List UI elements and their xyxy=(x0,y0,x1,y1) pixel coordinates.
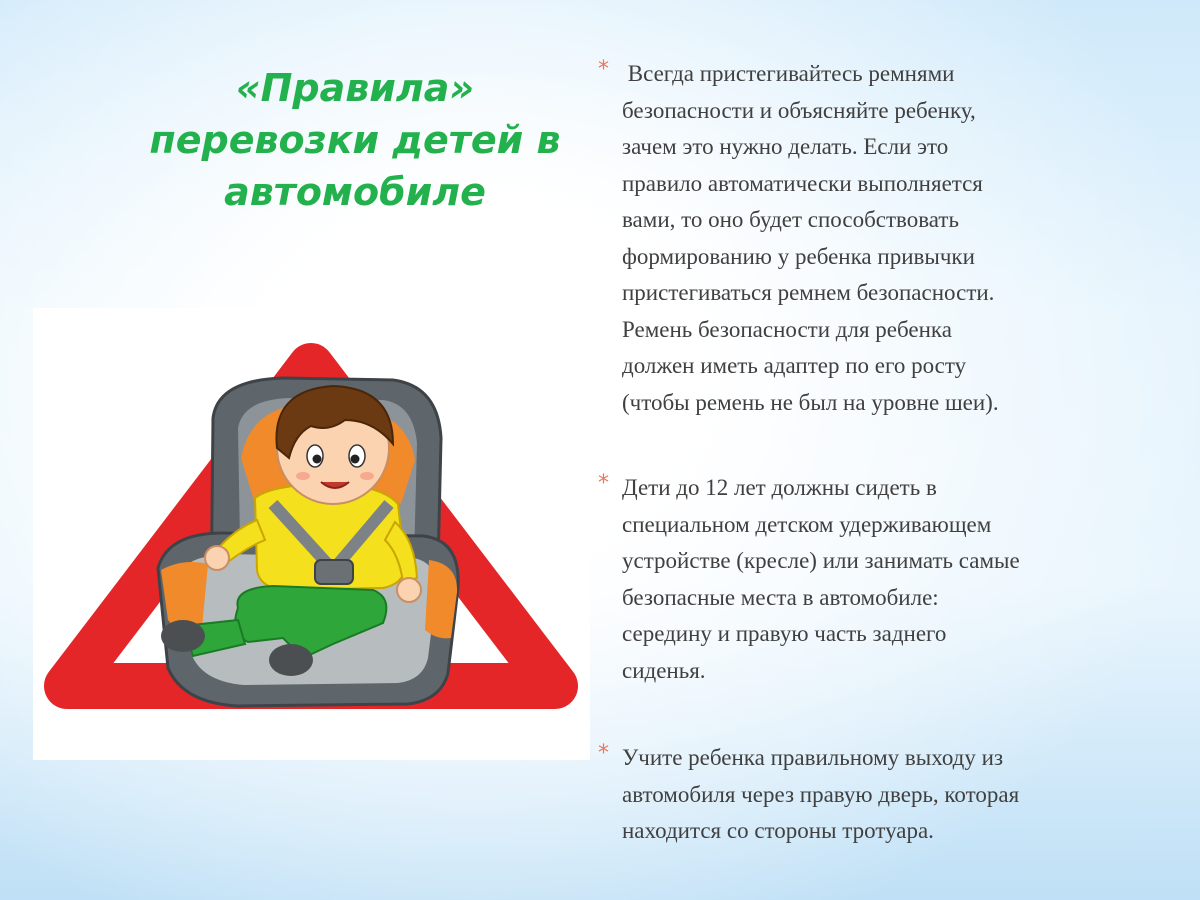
rule-2-line-4: безопасные места в автомобиле: xyxy=(622,584,939,610)
child-in-car-seat-warning-triangle-icon xyxy=(33,308,590,760)
rule-1-line-8: Ремень безопасности для ребенка xyxy=(622,316,952,342)
slide-title xyxy=(130,62,580,218)
rule-1-line-2: безопасности и объясняйте ребенку, xyxy=(622,97,976,123)
bullet-asterisk-icon: * xyxy=(598,471,609,496)
rule-item-3 xyxy=(598,740,1178,850)
rule-2-line-5: середину и правую часть заднего xyxy=(622,621,947,646)
rule-2-line-1: Дети до 12 лет должны сидеть в xyxy=(622,475,937,500)
rule-1-line-5: вами, то оно будет способствовать xyxy=(622,207,959,232)
bullet-asterisk-icon: * xyxy=(598,741,609,766)
rule-1-line-1: Всегда пристегивайтесь ремнями xyxy=(622,61,955,86)
rule-2-line-6: сиденья. xyxy=(622,657,706,683)
rule-1-line-10: (чтобы ремень не был на уровне шеи). xyxy=(622,389,999,415)
rule-1-line-7: пристегиваться ремнем безопасности. xyxy=(622,280,995,305)
rule-2-line-3: устройстве (кресле) или занимать самые xyxy=(622,548,1020,573)
child-car-seat-illustration xyxy=(33,308,590,760)
rule-item-1 xyxy=(598,56,1178,421)
rule-3-line-1: Учите ребенка правильному выходу из xyxy=(622,745,1004,770)
rule-3-line-2: автомобиля через правую дверь, которая xyxy=(622,781,1020,807)
rule-1-line-6: формированию у ребенка привычки xyxy=(622,243,975,269)
bullet-asterisk-icon: * xyxy=(598,57,609,82)
title-line-3: автомобиле xyxy=(224,170,486,214)
rules-list xyxy=(598,56,1178,850)
title-line-2: перевозки детей в xyxy=(149,118,561,162)
rule-item-2 xyxy=(598,470,1178,689)
rule-2-line-2: специальном детском удерживающем xyxy=(622,511,992,537)
rule-1-line-9: должен иметь адаптер по его росту xyxy=(622,353,967,378)
rule-3-line-3: находится со стороны тротуара. xyxy=(622,818,934,843)
rule-1-line-4: правило автоматически выполняется xyxy=(622,170,983,196)
rule-1-line-3: зачем это нужно делать. Если это xyxy=(622,134,949,159)
title-line-1: «Правила» xyxy=(235,66,475,110)
